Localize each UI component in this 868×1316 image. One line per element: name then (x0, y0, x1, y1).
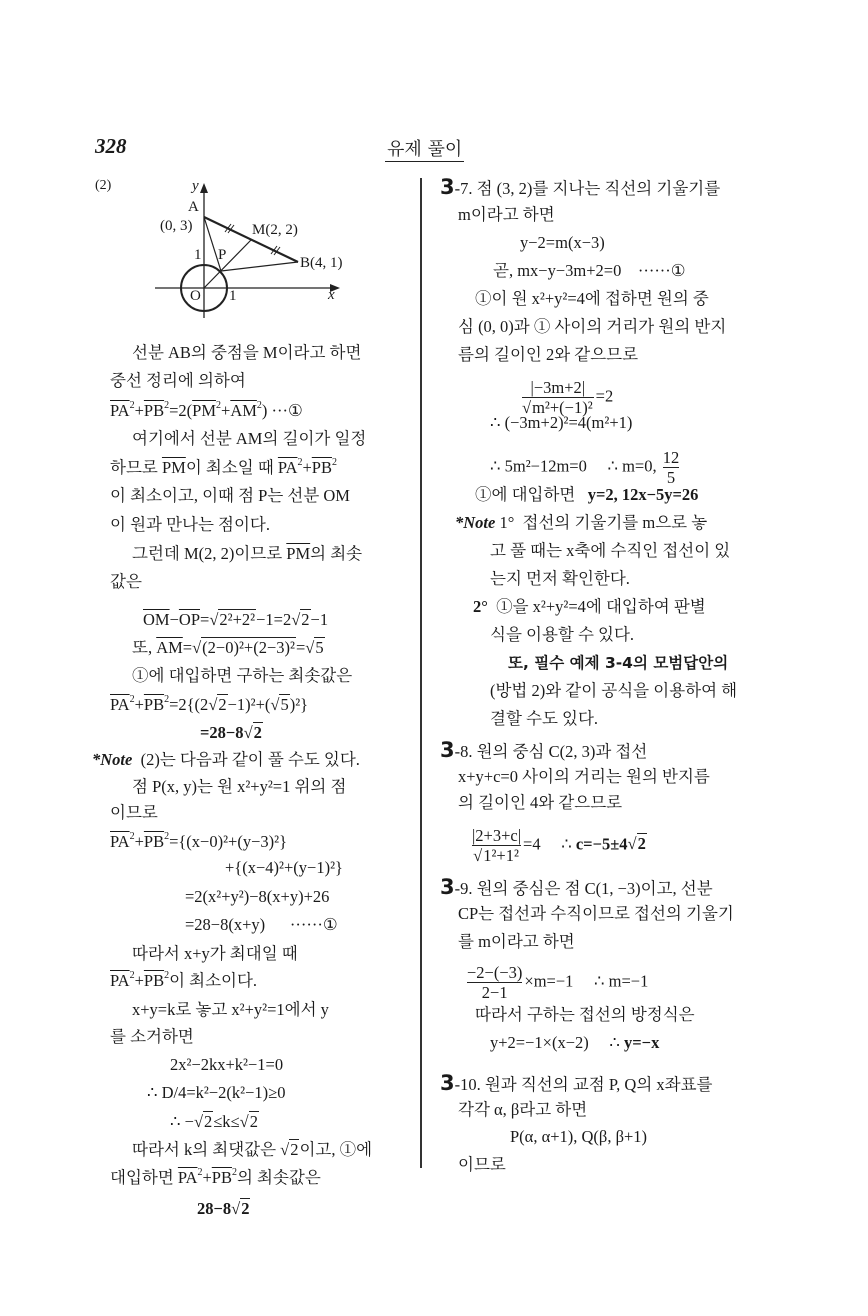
radicand: 1²+1² (483, 846, 519, 865)
text-segment: 는지 먼저 확인한다. (490, 569, 630, 588)
fraction (472, 826, 521, 865)
text-line (110, 486, 350, 506)
text-line (225, 858, 343, 878)
text-line (465, 963, 648, 1002)
text-segment: =28−8(x+y) ······① (185, 915, 338, 934)
superscript: 2 (216, 400, 221, 411)
text-segment: 이 최소일 때 (185, 458, 278, 477)
text-segment: 2x²−2kx+k²−1=0 (170, 1055, 284, 1074)
text-line (110, 401, 303, 421)
bold-answer: =28−8 (200, 723, 244, 742)
text-segment: 식을 이용할 수 있다. (490, 625, 635, 644)
radicand: m²+(−1)² (532, 398, 593, 417)
fraction (663, 448, 680, 487)
text-segment: 각각 α, β라고 하면 (458, 1100, 588, 1119)
text-segment: P(α, α+1), Q(β, β+1) (510, 1127, 648, 1146)
part-label: (2) (95, 178, 112, 193)
sqrt-symbol: √ (627, 834, 637, 854)
text-line (458, 205, 555, 225)
radicand: 2 (218, 695, 227, 714)
text-segment: 곧, mx−y−3m+2=0 ······① (493, 261, 686, 280)
text-segment: x+y=k로 놓고 x²+y²=1에서 y (132, 1000, 329, 1019)
text-segment: -8. 원의 중심 C(2, 3)과 접선 (454, 742, 648, 761)
overlined-segment: $\overline{PM}$ (161, 458, 186, 477)
text-segment: 의 길이인 4와 같으므로 (458, 793, 623, 812)
text-segment: 이 원과 만나는 점이다. (110, 515, 270, 534)
text-segment: 의 최솟값은 (236, 1168, 321, 1187)
sqrt-symbol: √ (270, 695, 280, 714)
overlined-segment: $\overline{OM}$ (143, 610, 170, 629)
bold-answer: 2° (473, 597, 488, 616)
text-line (490, 681, 737, 701)
note-label: *Note (455, 513, 496, 532)
text-line (475, 1005, 695, 1025)
text-segment: −1)²+( (227, 695, 271, 714)
text-segment: ×m=−1 ∴ m=−1 (524, 971, 649, 991)
text-segment: 점 P(x, y)는 원 x²+y²=1 위의 점 (132, 777, 347, 796)
text-line (200, 723, 263, 743)
text-line (458, 1155, 506, 1175)
text-line (110, 971, 257, 991)
overlined-segment: $\overline{PA}$ (110, 695, 130, 714)
text-segment: −2−(−3) (467, 963, 523, 982)
radicand: 2 (253, 723, 262, 742)
text-line (132, 429, 366, 449)
radical (473, 846, 520, 865)
text-line (185, 915, 338, 935)
text-line (490, 448, 681, 487)
sqrt-symbol: √ (208, 695, 218, 714)
overlined-segment: $\overline{PM}$ (286, 544, 311, 563)
text-segment: 따라서 k의 최댓값은 (132, 1140, 281, 1159)
text-line (490, 625, 634, 645)
problem-number: 3 (440, 738, 455, 762)
text-segment: (방법 2)와 같이 공식을 이용하여 해 (490, 681, 738, 700)
radical (305, 638, 324, 658)
text-segment: 결할 수도 있다. (490, 709, 599, 728)
text-segment: 여기에서 선분 AM의 길이가 일정 (132, 429, 367, 448)
fraction (467, 963, 522, 1002)
radical (231, 1199, 250, 1219)
page-number: 328 (95, 134, 127, 158)
text-line (440, 740, 647, 762)
text-line (132, 666, 352, 686)
text-segment: CP는 접선과 수직이므로 접선의 기울기 (458, 904, 734, 923)
text-segment: -10. 원과 직선의 교점 P, Q의 x좌표를 (454, 1075, 713, 1094)
text-segment: 이고, ①에 (299, 1140, 373, 1159)
point-P-label: P (218, 247, 227, 263)
denominator (472, 845, 521, 865)
text-segment: 2−1 (481, 983, 508, 1002)
superscript: 2 (231, 1167, 237, 1178)
text-line (132, 544, 362, 564)
radicand: 2 (637, 834, 646, 854)
superscript: 2 (129, 400, 135, 411)
problem-number: 3 (440, 175, 455, 199)
text-line (458, 932, 575, 952)
sqrt-symbol: √ (239, 1112, 249, 1131)
text-line (475, 289, 709, 309)
text-segment: (2)는 다음과 같이 풀 수도 있다. (132, 750, 360, 769)
radical (192, 638, 296, 658)
text-line (92, 750, 360, 770)
radical (194, 1112, 213, 1132)
text-segment: 하므로 (110, 458, 162, 477)
text-segment: 름의 길이인 2와 같으므로 (458, 345, 639, 364)
radical (291, 610, 310, 630)
text-segment: + (202, 1168, 212, 1187)
text-segment: 선분 AB의 중점을 M이라고 하면 (132, 343, 362, 362)
sqrt-symbol: √ (192, 638, 202, 657)
text-segment: 고 풀 때는 x축에 수직인 접선이 있 (490, 541, 731, 560)
sqrt-symbol: √ (522, 398, 532, 417)
text-line (110, 803, 158, 823)
sqrt-symbol: √ (291, 610, 301, 629)
text-segment: 5 (666, 468, 676, 487)
text-line (170, 1112, 259, 1132)
numerator (663, 448, 680, 467)
text-line (455, 513, 707, 533)
text-segment: ) ···① (261, 401, 303, 420)
text-segment: + (134, 401, 144, 420)
column-divider (420, 178, 422, 1168)
radicand: 2 (301, 610, 310, 629)
text-line (110, 371, 246, 391)
text-segment: 를 소거하면 (110, 1027, 194, 1046)
superscript: 2 (197, 1167, 203, 1178)
text-line (458, 793, 622, 813)
bold-answer: y=−x (624, 1033, 660, 1052)
overlined-segment: $\overline{PB}$ (143, 401, 165, 420)
text-segment: 값은 (110, 572, 142, 591)
text-line (110, 572, 142, 592)
radicand: 5 (280, 695, 289, 714)
overlined-segment: $\overline{PA}$ (277, 458, 298, 477)
text-line (490, 709, 598, 729)
superscript: 2 (297, 457, 303, 468)
point-A-label: A (188, 199, 199, 215)
text-segment: 1° 접선의 기울기를 m으로 놓 (495, 513, 708, 532)
sqrt-symbol: √ (231, 1199, 241, 1218)
text-segment: − (169, 610, 179, 629)
text-segment: 12 (662, 448, 680, 467)
text-line (132, 638, 325, 658)
y-axis-arrow (200, 183, 208, 193)
text-segment: |−3m+2| (530, 378, 586, 397)
text-line (132, 1000, 329, 1020)
sqrt-symbol: √ (243, 723, 253, 742)
superscript: 2 (129, 694, 135, 705)
radicand: 5 (315, 638, 324, 657)
section-title: 유제 풀이 (385, 135, 464, 162)
text-line (458, 1100, 587, 1120)
numerator (467, 963, 522, 982)
text-line (440, 177, 720, 199)
text-line (110, 515, 270, 535)
radicand: 2 (290, 1140, 299, 1159)
sqrt-symbol: √ (305, 638, 315, 657)
text-line (132, 1140, 372, 1160)
text-segment: ①에 대입하면 구하는 최솟값은 (132, 666, 353, 685)
text-segment: ①이 원 x²+y²=4에 접하면 원의 중 (475, 289, 709, 308)
text-line (143, 610, 328, 630)
numerator (472, 826, 521, 845)
radicand: 2 (204, 1112, 213, 1131)
text-segment: )²} (289, 695, 309, 714)
y-one-label: 1 (194, 247, 202, 263)
radical (270, 695, 289, 715)
text-line (170, 1055, 283, 1075)
sqrt-symbol: √ (209, 610, 219, 629)
sqrt-symbol: √ (193, 1112, 203, 1131)
diagram-svg (140, 175, 360, 325)
text-segment: + (134, 971, 144, 990)
denominator (467, 982, 522, 1002)
text-line (510, 1127, 647, 1147)
text-segment: + (134, 832, 144, 851)
text-segment: 따라서 구하는 접선의 방정식은 (475, 1005, 695, 1024)
point-B-label: B(4, 1) (300, 255, 343, 271)
text-segment: ①을 x²+y²=4에 대입하여 판별 (487, 597, 706, 616)
text-line (490, 569, 630, 589)
text-line (440, 877, 713, 899)
text-line (520, 233, 605, 253)
superscript: 2 (256, 400, 262, 411)
point-A-coord: (0, 3) (160, 218, 193, 234)
denominator (663, 467, 680, 487)
text-segment: = (295, 638, 306, 657)
fraction (522, 378, 594, 417)
text-segment: 의 최솟 (310, 544, 363, 563)
text-segment: 를 m이라고 하면 (458, 932, 575, 951)
overlined-segment: $\overline{PB}$ (311, 458, 332, 477)
overlined-segment: $\overline{AM}$ (156, 638, 183, 657)
text-segment: 그런데 M(2, 2)이므로 (132, 544, 287, 563)
text-line (508, 653, 728, 673)
numerator (522, 378, 594, 397)
text-segment: = (182, 638, 193, 657)
y-axis-label: y (192, 178, 199, 194)
text-line (132, 944, 298, 964)
text-line (440, 1073, 712, 1095)
overlined-segment: $\overline{PB}$ (211, 1168, 232, 1187)
text-line (458, 904, 734, 924)
text-line (458, 345, 638, 365)
superscript: 2 (164, 831, 170, 842)
radical (628, 834, 647, 854)
text-line (110, 695, 308, 715)
text-segment: =2 (595, 386, 614, 406)
text-line (475, 485, 698, 505)
text-segment: m이라고 하면 (458, 205, 555, 224)
text-segment: 중선 정리에 의하여 (110, 371, 246, 390)
text-segment: 심 (0, 0)과 ① 사이의 거리가 원의 반지 (458, 317, 727, 336)
x-one-label: 1 (229, 288, 237, 304)
segment-OM (204, 240, 251, 288)
text-line (520, 378, 613, 417)
text-line (490, 541, 730, 561)
overlined-segment: $\overline{PA}$ (177, 1168, 198, 1187)
text-segment: 이므로 (110, 803, 158, 822)
problem-number: 3 (440, 1071, 455, 1095)
text-segment: 대입하면 (110, 1168, 178, 1187)
text-segment: +{(x−4)²+(y−1)²} (225, 858, 343, 877)
text-segment: ∴ (−3m+2)²=4(m²+1) (490, 413, 633, 432)
text-segment: 또, (132, 638, 157, 657)
geometry-diagram (140, 175, 360, 330)
text-line (197, 1199, 250, 1219)
text-segment: x+y+c=0 사이의 거리는 원의 반지름 (458, 767, 710, 786)
overlined-segment: $\overline{PA}$ (110, 832, 130, 851)
radicand: (2−0)²+(2−3)² (202, 638, 295, 657)
text-segment: ∴ D/4=k²−2(k²−1)≥0 (147, 1083, 286, 1102)
text-segment: 이 최소이고, 이때 점 P는 선분 OM (110, 486, 350, 505)
text-line (185, 887, 329, 907)
radicand: 2 (241, 1199, 250, 1218)
text-line (147, 1083, 285, 1103)
text-segment: + (134, 695, 144, 714)
text-line (458, 767, 710, 787)
overlined-segment: $\overline{AM}$ (230, 401, 257, 420)
text-segment: + (221, 401, 231, 420)
text-line (110, 458, 337, 478)
problem-number: 3 (440, 875, 455, 899)
text-segment: ∴ 5m²−12m=0 ∴ m=0, (490, 456, 661, 476)
sqrt-symbol: √ (280, 1140, 290, 1159)
text-segment: =2( (169, 401, 193, 420)
superscript: 2 (164, 400, 170, 411)
text-segment: 이 최소이다. (169, 971, 258, 990)
text-line (493, 261, 686, 281)
radical (244, 723, 263, 743)
radical (209, 610, 256, 630)
reference-text: 또, 필수 예제 3-4의 모범답안의 (508, 654, 729, 672)
text-segment: |2+3+c| (472, 826, 522, 845)
overlined-segment: $\overline{PA}$ (110, 971, 130, 990)
point-M-label: M(2, 2) (252, 222, 298, 238)
text-segment: =2{(2 (169, 695, 209, 714)
overlined-segment: $\overline{PA}$ (110, 401, 130, 420)
text-line (110, 1168, 321, 1188)
bold-answer: c=−5±4 (575, 834, 628, 854)
superscript: 2 (164, 970, 170, 981)
text-segment: ≤k≤ (213, 1112, 240, 1131)
text-segment: -7. 점 (3, 2)를 지나는 직선의 기울기를 (454, 179, 721, 198)
text-segment: -9. 원의 중심은 점 C(1, −3)이고, 선분 (454, 879, 713, 898)
radical (240, 1112, 259, 1132)
radical (208, 695, 227, 715)
text-segment: −1=2 (256, 610, 292, 629)
text-segment: −1 (310, 610, 329, 629)
superscript: 2 (129, 970, 135, 981)
text-segment: y+2=−1×(x−2) ∴ (490, 1033, 625, 1052)
text-line (110, 1027, 194, 1047)
text-segment: = (200, 610, 210, 629)
overlined-segment: $\overline{OP}$ (178, 610, 200, 629)
radicand: 2²+2² (219, 610, 256, 629)
text-line (110, 832, 287, 852)
overlined-segment: $\overline{PB}$ (143, 695, 165, 714)
text-segment: ①에 대입하면 (475, 485, 588, 504)
x-axis-label: x (328, 287, 335, 303)
text-segment: =4 ∴ (523, 834, 576, 854)
radicand: 2 (249, 1112, 258, 1131)
superscript: 2 (331, 457, 337, 468)
text-line (132, 343, 361, 363)
radical (280, 1140, 299, 1160)
superscript: 2 (129, 831, 135, 842)
segment-PB (221, 262, 298, 271)
origin-label: O (190, 288, 201, 304)
text-line (490, 1033, 659, 1053)
text-line (132, 777, 346, 797)
overlined-segment: $\overline{PM}$ (192, 401, 216, 420)
text-segment: + (302, 458, 312, 477)
text-segment: ∴ − (170, 1112, 194, 1131)
text-segment: =2(x²+y²)−8(x+y)+26 (185, 887, 330, 906)
overlined-segment: $\overline{PB}$ (143, 971, 165, 990)
text-line (490, 413, 632, 433)
sqrt-symbol: √ (473, 846, 483, 865)
bold-answer: y=2, 12x−5y=26 (587, 485, 699, 504)
text-segment: 이므로 (458, 1155, 506, 1174)
text-line (473, 597, 706, 617)
text-line (458, 317, 726, 337)
bold-answer: 28−8 (197, 1199, 232, 1218)
text-line (470, 826, 647, 865)
text-segment: y−2=m(x−3) (520, 233, 605, 252)
superscript: 2 (164, 694, 170, 705)
text-segment: ={(x−0)²+(y−3)²} (169, 832, 288, 851)
overlined-segment: $\overline{PB}$ (143, 832, 165, 851)
text-segment: 따라서 x+y가 최대일 때 (132, 944, 298, 963)
note-label: *Note (92, 750, 133, 769)
